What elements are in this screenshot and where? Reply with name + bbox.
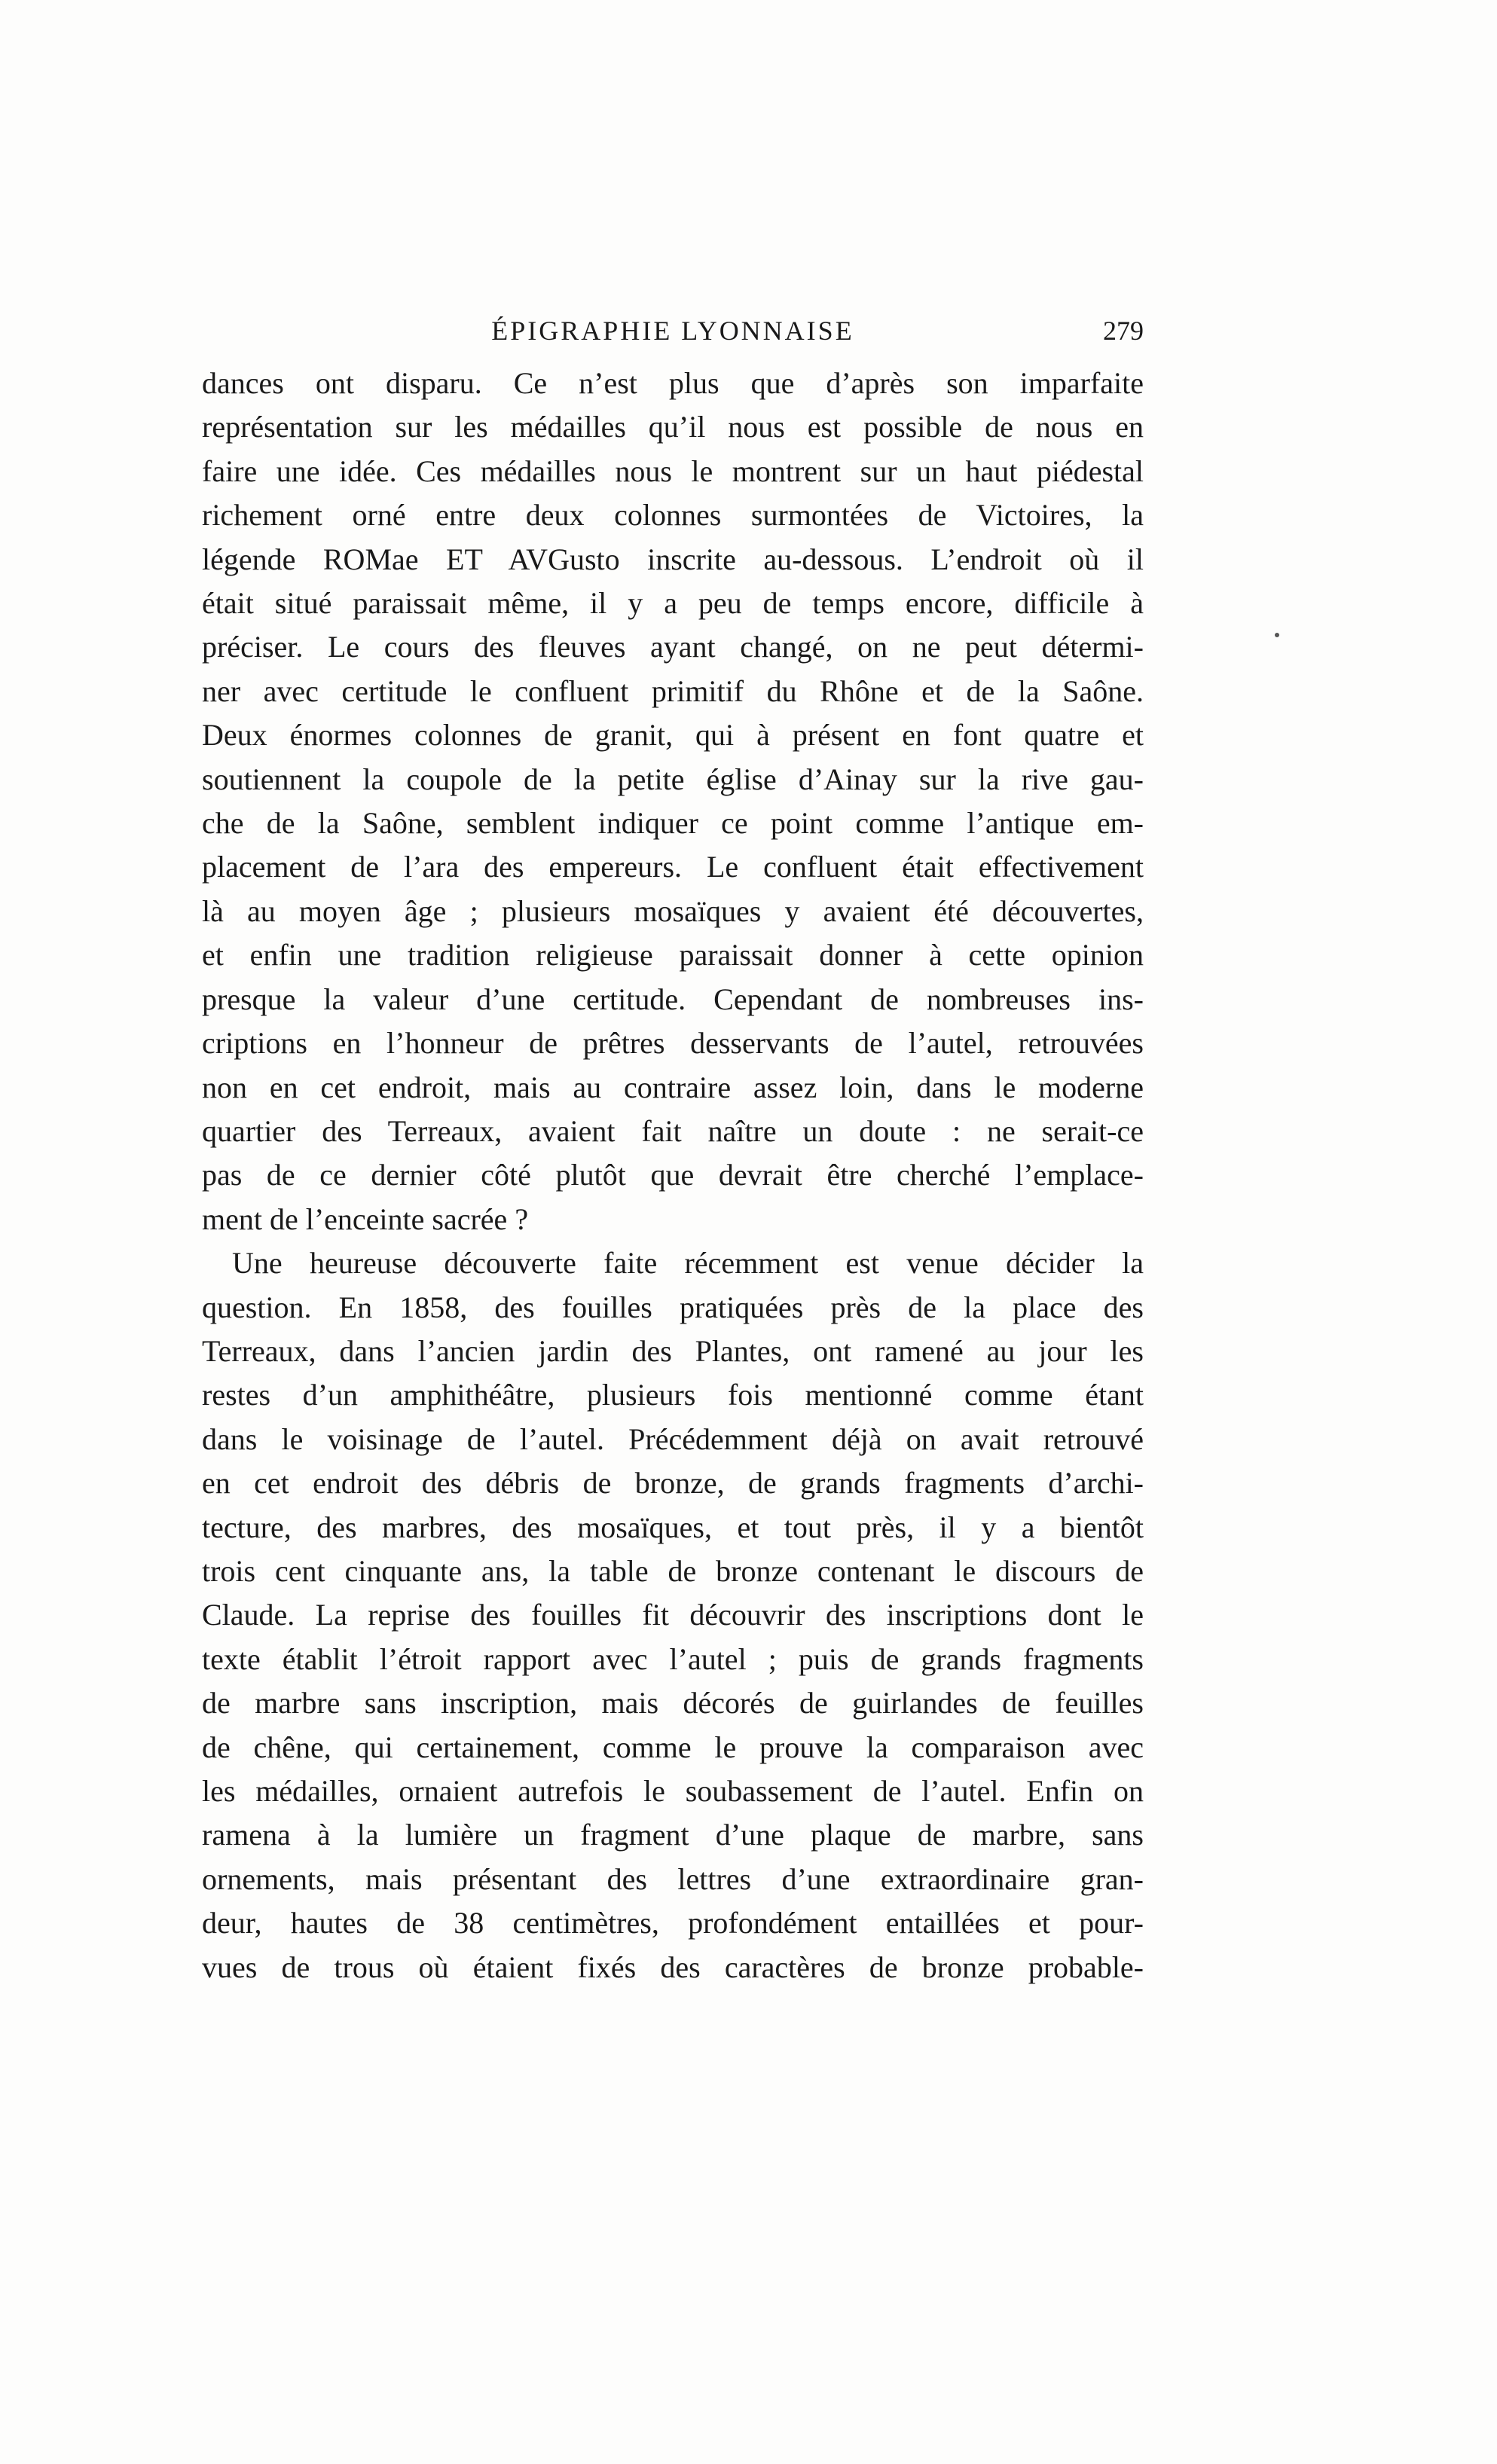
text-line: non en cet endroit, mais au contraire assez loin, dans le moderne: [202, 1070, 1144, 1104]
text-line: deur, hautes de 38 centimètres, profondément entaillées et pour-: [202, 1906, 1144, 1940]
text-line: pas de ce dernier côté plutôt que devrait être cherché l’emplace-: [202, 1158, 1144, 1192]
text-line: Une heureuse découverte faite récemment est venue décider la: [232, 1246, 1144, 1281]
text-line: de marbre sans inscription, mais décorés de guirlandes de feuilles: [202, 1686, 1144, 1721]
text-line: quartier des Terreaux, avaient fait naître un doute : ne serait-ce: [202, 1113, 1144, 1148]
text-line: che de la Saône, semblent indiquer ce point comme l’antique em-: [202, 806, 1144, 841]
text-line: Deux énormes colonnes de granit, qui à présent en font quatre et: [202, 718, 1144, 753]
text-line: Terreaux, dans l’ancien jardin des Plantes, ont ramené au jour les: [202, 1333, 1144, 1368]
text-line: en cet endroit des débris de bronze, de grands fragments d’archi-: [202, 1466, 1144, 1501]
text-line: là au moyen âge ; plusieurs mosaïques y avaient été découvertes,: [202, 893, 1144, 928]
text-line: et enfin une tradition religieuse paraissait donner à cette opinion: [202, 938, 1144, 972]
text-line: dances ont disparu. Ce n’est plus que d’après son imparfaite: [202, 366, 1144, 400]
text-line: Claude. La reprise des fouilles fit découvrir des inscriptions dont le: [202, 1598, 1144, 1632]
text-line: restes d’un amphithéâtre, plusieurs fois mentionné comme étant: [202, 1378, 1144, 1412]
text-line: tecture, des marbres, des mosaïques, et tout près, il y a bientôt: [202, 1510, 1144, 1544]
text-line: vues de trous où étaient fixés des caractères de bronze probable-: [202, 1950, 1144, 1984]
body-text: [202, 362, 1144, 1989]
text-line: de chêne, qui certainement, comme le prouve la comparaison avec: [202, 1730, 1144, 1764]
text-line: était situé paraissait même, il y a peu de temps encore, difficile à: [202, 586, 1144, 621]
running-title: ÉPIGRAPHIE LYONNAISE: [491, 316, 854, 346]
text-line: légende ROMae ET AVGusto inscrite au-dessous. L’endroit où il: [202, 542, 1144, 576]
text-line: faire une idée. Ces médailles nous le montrent sur un haut piédestal: [202, 453, 1144, 488]
paragraph-1: [202, 362, 1144, 1241]
text-line: criptions en l’honneur de prêtres desservants de l’autel, retrouvées: [202, 1026, 1144, 1061]
text-line: presque la valeur d’une certitude. Cependant de nombreuses ins-: [202, 982, 1144, 1016]
text-line: question. En 1858, des fouilles pratiquées près de la place des: [202, 1290, 1144, 1324]
text-line: texte établit l’étroit rapport avec l’autel ; puis de grands fragments: [202, 1641, 1144, 1676]
paragraph-2: [202, 1241, 1144, 1989]
text-line: trois cent cinquante ans, la table de bronze contenant le discours de: [202, 1553, 1144, 1588]
text-line: les médailles, ornaient autrefois le soubassement de l’autel. Enfin on: [202, 1774, 1144, 1808]
text-line: ramena à la lumière un fragment d’une plaque de marbre, sans: [202, 1818, 1144, 1852]
text-line: ner avec certitude le confluent primitif du Rhône et de la Saône.: [202, 673, 1144, 708]
page-number: 279: [1103, 316, 1144, 346]
text-line: préciser. Le cours des fleuves ayant changé, on ne peut détermi-: [202, 630, 1144, 664]
running-head: [202, 309, 1144, 354]
text-line: ment de l’enceinte sacrée ?: [202, 1201, 529, 1236]
text-line: placement de l’ara des empereurs. Le confluent était effectivement: [202, 850, 1144, 884]
stray-ink-mark: [1275, 633, 1279, 637]
text-line: dans le voisinage de l’autel. Précédemment déjà on avait retrouvé: [202, 1421, 1144, 1456]
text-line: soutiennent la coupole de la petite église d’Ainay sur la rive gau-: [202, 762, 1144, 796]
text-line: représentation sur les médailles qu’il nous est possible de nous en: [202, 410, 1144, 444]
text-line: ornements, mais présentant des lettres d’une extraordinaire gran-: [202, 1861, 1144, 1896]
text-line: richement orné entre deux colonnes surmontées de Victoires, la: [202, 498, 1144, 533]
